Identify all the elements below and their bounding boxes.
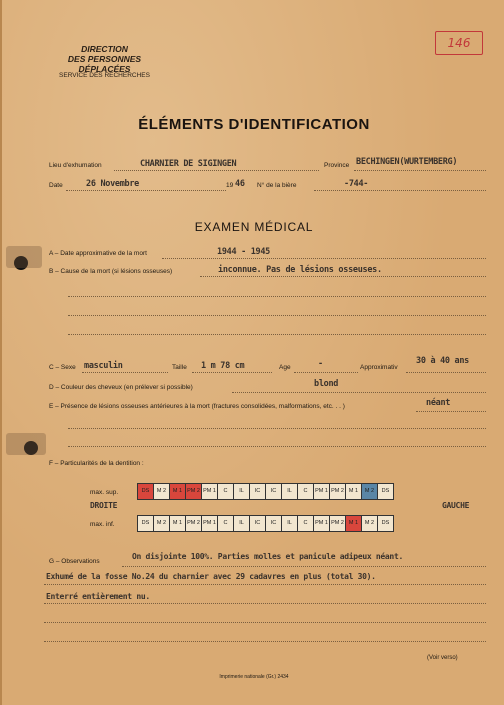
upper-tooth-cell: DS bbox=[137, 483, 154, 500]
upper-tooth-cell: IL bbox=[281, 483, 298, 500]
lower-tooth-cell: PM 2 bbox=[329, 515, 346, 532]
dotted-line bbox=[200, 276, 486, 277]
printer-imprint: Imprimerie nationale (Gr.) 2434 bbox=[219, 674, 289, 680]
label-gauche: GAUCHE bbox=[442, 501, 470, 510]
dotted-line bbox=[44, 641, 486, 642]
value-taille: 1 m 78 cm bbox=[201, 361, 245, 371]
label-taille: Taille bbox=[172, 364, 187, 371]
tape-mark bbox=[6, 246, 42, 268]
upper-tooth-cell: M 2 bbox=[361, 483, 378, 500]
value-lieu: CHARNIER DE SIGINGEN bbox=[140, 159, 237, 169]
lower-tooth-cell: M 2 bbox=[361, 515, 378, 532]
value-age-approx: 30 à 40 ans bbox=[416, 356, 469, 366]
dotted-line bbox=[68, 315, 486, 316]
label-age: Age bbox=[279, 364, 291, 371]
value-province: BECHINGEN(WURTEMBERG) bbox=[356, 157, 458, 167]
dotted-line bbox=[162, 258, 486, 259]
label-max-sup: max. sup. bbox=[90, 489, 119, 496]
label-sexe: C – Sexe bbox=[49, 364, 76, 371]
direction-header bbox=[42, 44, 167, 74]
lower-tooth-cell: PM 1 bbox=[313, 515, 330, 532]
lower-tooth-cell: IC bbox=[265, 515, 282, 532]
value-age: - bbox=[318, 359, 323, 369]
lower-tooth-cell: DS bbox=[377, 515, 394, 532]
dotted-line bbox=[122, 566, 486, 567]
dotted-line bbox=[232, 392, 486, 393]
lower-tooth-cell: IL bbox=[233, 515, 250, 532]
tape-mark bbox=[6, 433, 46, 455]
upper-tooth-cell: PM 1 bbox=[313, 483, 330, 500]
lower-tooth-cell: DS bbox=[137, 515, 154, 532]
upper-tooth-cell: PM 1 bbox=[201, 483, 218, 500]
value-sexe: masculin bbox=[84, 361, 123, 371]
value-year: 46 bbox=[235, 179, 245, 189]
dotted-line bbox=[68, 296, 486, 297]
direction-line1: DIRECTION bbox=[81, 44, 128, 54]
dotted-line bbox=[82, 372, 168, 373]
value-observations-line3: Enterré entièrement nu. bbox=[46, 592, 150, 601]
section-examen-medical: EXAMEN MÉDICAL bbox=[194, 220, 314, 234]
upper-tooth-cell: IC bbox=[249, 483, 266, 500]
upper-tooth-cell: M 2 bbox=[153, 483, 170, 500]
lower-tooth-cell: C bbox=[297, 515, 314, 532]
form-title: ÉLÉMENTS D'IDENTIFICATION bbox=[138, 116, 370, 133]
upper-tooth-cell: PM 2 bbox=[185, 483, 202, 500]
dotted-line bbox=[66, 190, 226, 191]
label-biere: N° de la bière bbox=[257, 182, 297, 189]
upper-tooth-cell: IL bbox=[233, 483, 250, 500]
value-date-mort: 1944 - 1945 bbox=[217, 247, 270, 257]
upper-tooth-cell: PM 2 bbox=[329, 483, 346, 500]
value-lesions-anterieures: néant bbox=[426, 398, 451, 408]
lower-tooth-cell: M 1 bbox=[345, 515, 362, 532]
value-date: 26 Novembre bbox=[86, 179, 139, 189]
label-date-mort: A – Date approximative de la mort bbox=[49, 250, 147, 257]
lower-tooth-cell: IL bbox=[281, 515, 298, 532]
label-max-inf: max. inf. bbox=[90, 521, 115, 528]
dentition-upper-row bbox=[137, 483, 393, 500]
dotted-line bbox=[416, 411, 486, 412]
label-approximativement: Approximativ bbox=[360, 364, 398, 371]
lower-tooth-cell: IC bbox=[249, 515, 266, 532]
label-dentition: F – Particularités de la dentition : bbox=[49, 460, 144, 467]
value-cheveux: blond bbox=[314, 379, 339, 389]
upper-tooth-cell: C bbox=[297, 483, 314, 500]
dotted-line bbox=[68, 446, 486, 447]
dotted-line bbox=[314, 190, 486, 191]
dotted-line bbox=[44, 622, 486, 623]
lower-tooth-cell: M 2 bbox=[153, 515, 170, 532]
upper-tooth-cell: DS bbox=[377, 483, 394, 500]
upper-tooth-cell: IC bbox=[265, 483, 282, 500]
dotted-line bbox=[68, 428, 486, 429]
dotted-line bbox=[294, 372, 358, 373]
lower-tooth-cell: C bbox=[217, 515, 234, 532]
label-lieu: Lieu d'exhumation bbox=[49, 162, 102, 169]
label-cheveux: D – Couleur des cheveux (en prélever si possible) bbox=[49, 384, 193, 391]
dotted-line bbox=[68, 334, 486, 335]
dotted-line bbox=[44, 603, 486, 604]
label-year-prefix: 19 bbox=[226, 182, 234, 189]
dotted-line bbox=[114, 170, 319, 171]
service-header: SERVICE DES RECHERCHES bbox=[59, 72, 150, 79]
value-cause-mort: inconnue. Pas de lésions osseuses. bbox=[218, 265, 382, 275]
value-observations-line2: Exhumé de la fosse No.24 du charnier avec 29 cadavres en plus (total 30). bbox=[46, 572, 376, 581]
lower-tooth-cell: PM 2 bbox=[185, 515, 202, 532]
dotted-line bbox=[44, 584, 486, 585]
dotted-line bbox=[354, 170, 486, 171]
upper-tooth-cell: M 1 bbox=[169, 483, 186, 500]
value-biere: -744- bbox=[344, 179, 369, 189]
label-lesions-anterieures: E – Présence de lésions osseuses antérieures à la mort (fractures consolidées, malformations, etc. . . ) bbox=[49, 403, 345, 410]
label-date: Date bbox=[49, 182, 63, 189]
upper-tooth-cell: M 1 bbox=[345, 483, 362, 500]
dotted-line bbox=[406, 372, 486, 373]
label-voir-verso: (Voir verso) bbox=[427, 655, 458, 661]
file-number-stamp: 146 bbox=[435, 31, 483, 55]
label-province: Province bbox=[324, 162, 350, 169]
lower-tooth-cell: PM 1 bbox=[201, 515, 218, 532]
dotted-line bbox=[192, 372, 272, 373]
lower-tooth-cell: M 1 bbox=[169, 515, 186, 532]
label-cause-mort: B – Cause de la mort (si lésions osseuses) bbox=[49, 268, 173, 275]
value-observations-line1: On disjointe 100%. Parties molles et panicule adipeux néant. bbox=[132, 552, 403, 561]
label-droite: DROITE bbox=[90, 501, 118, 510]
upper-tooth-cell: C bbox=[217, 483, 234, 500]
dentition-lower-row bbox=[137, 515, 393, 532]
label-observations: G – Observations bbox=[49, 558, 100, 565]
direction-line2: DES PERSONNES DÉPLACÉES bbox=[67, 54, 142, 74]
